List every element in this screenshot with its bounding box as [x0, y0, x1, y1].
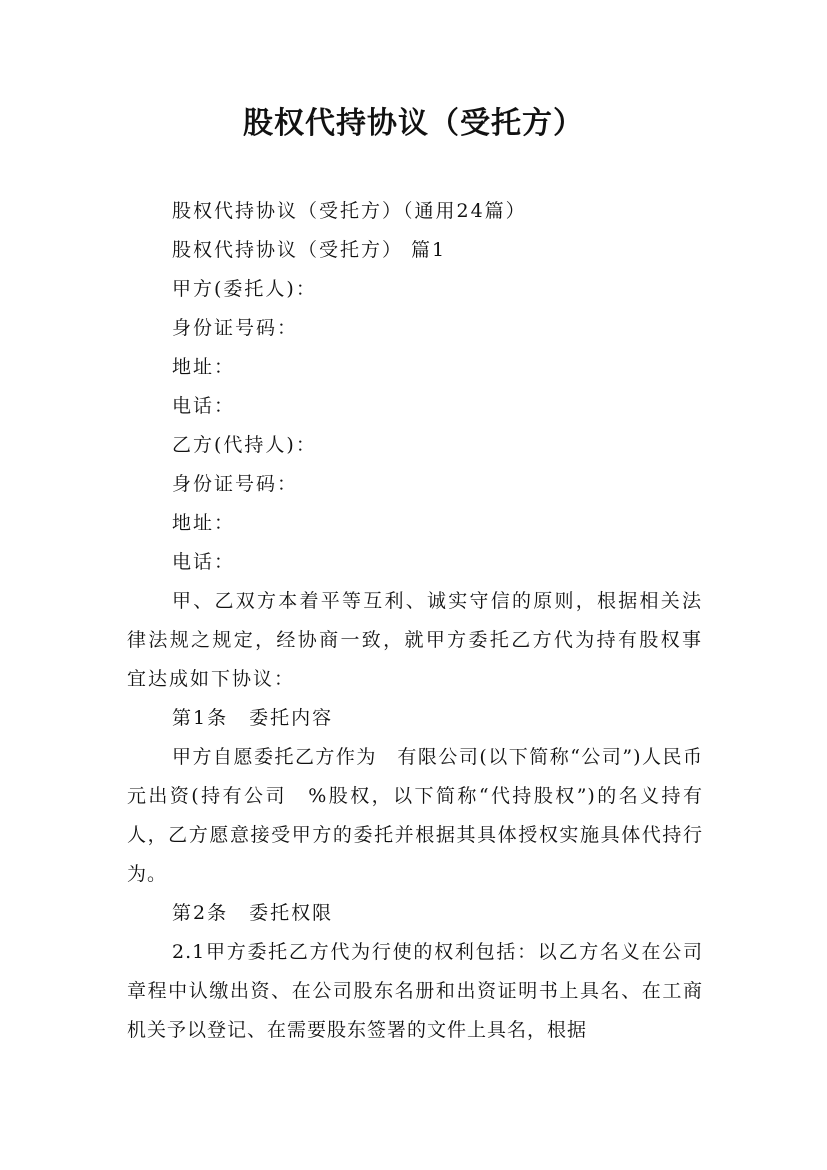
party-b-address-label: 地址： [172, 512, 236, 534]
party-a-id-label: 身份证号码： [172, 317, 299, 339]
party-b-id-label: 身份证号码： [172, 473, 299, 495]
preamble-paragraph: 甲、乙双方本着平等互利、诚实守信的原则，根据相关法律法规之规定，经协商一致，就甲方委托乙方代为持有股权事宜达成如下协议： [127, 590, 703, 690]
article-2-heading: 第2条 委托权限 [172, 902, 334, 924]
party-b-label: 乙方(代持人)： [172, 434, 317, 456]
document-body [127, 192, 724, 1050]
party-b-phone-label: 电话： [172, 551, 236, 573]
article-2-1-paragraph: 2.1甲方委托乙方代为行使的权利包括：以乙方名义在公司章程中认缴出资、在公司股东名册和出资证明书上具名、在工商机关予以登记、在需要股东签署的文件上具名，根据 [127, 941, 703, 1041]
article-1-paragraph: 甲方自愿委托乙方作为 有限公司(以下简称“公司”)人民币 元出资(持有公司 %股权，以下简称“代持股权”)的名义持有人，乙方愿意接受甲方的委托并根据其具体授权实施具体代持行为。 [127, 746, 724, 885]
party-a-address-label: 地址： [172, 356, 236, 378]
party-a-label: 甲方(委托人)： [172, 278, 317, 300]
section-heading: 股权代持协议（受托方） 篇1 [172, 239, 447, 261]
party-a-phone-label: 电话： [172, 395, 236, 417]
document-title: 股权代持协议（受托方） [243, 106, 584, 141]
subtitle-paragraph: 股权代持协议（受托方）（通用24篇） [172, 200, 527, 222]
article-1-heading: 第1条 委托内容 [172, 707, 334, 729]
